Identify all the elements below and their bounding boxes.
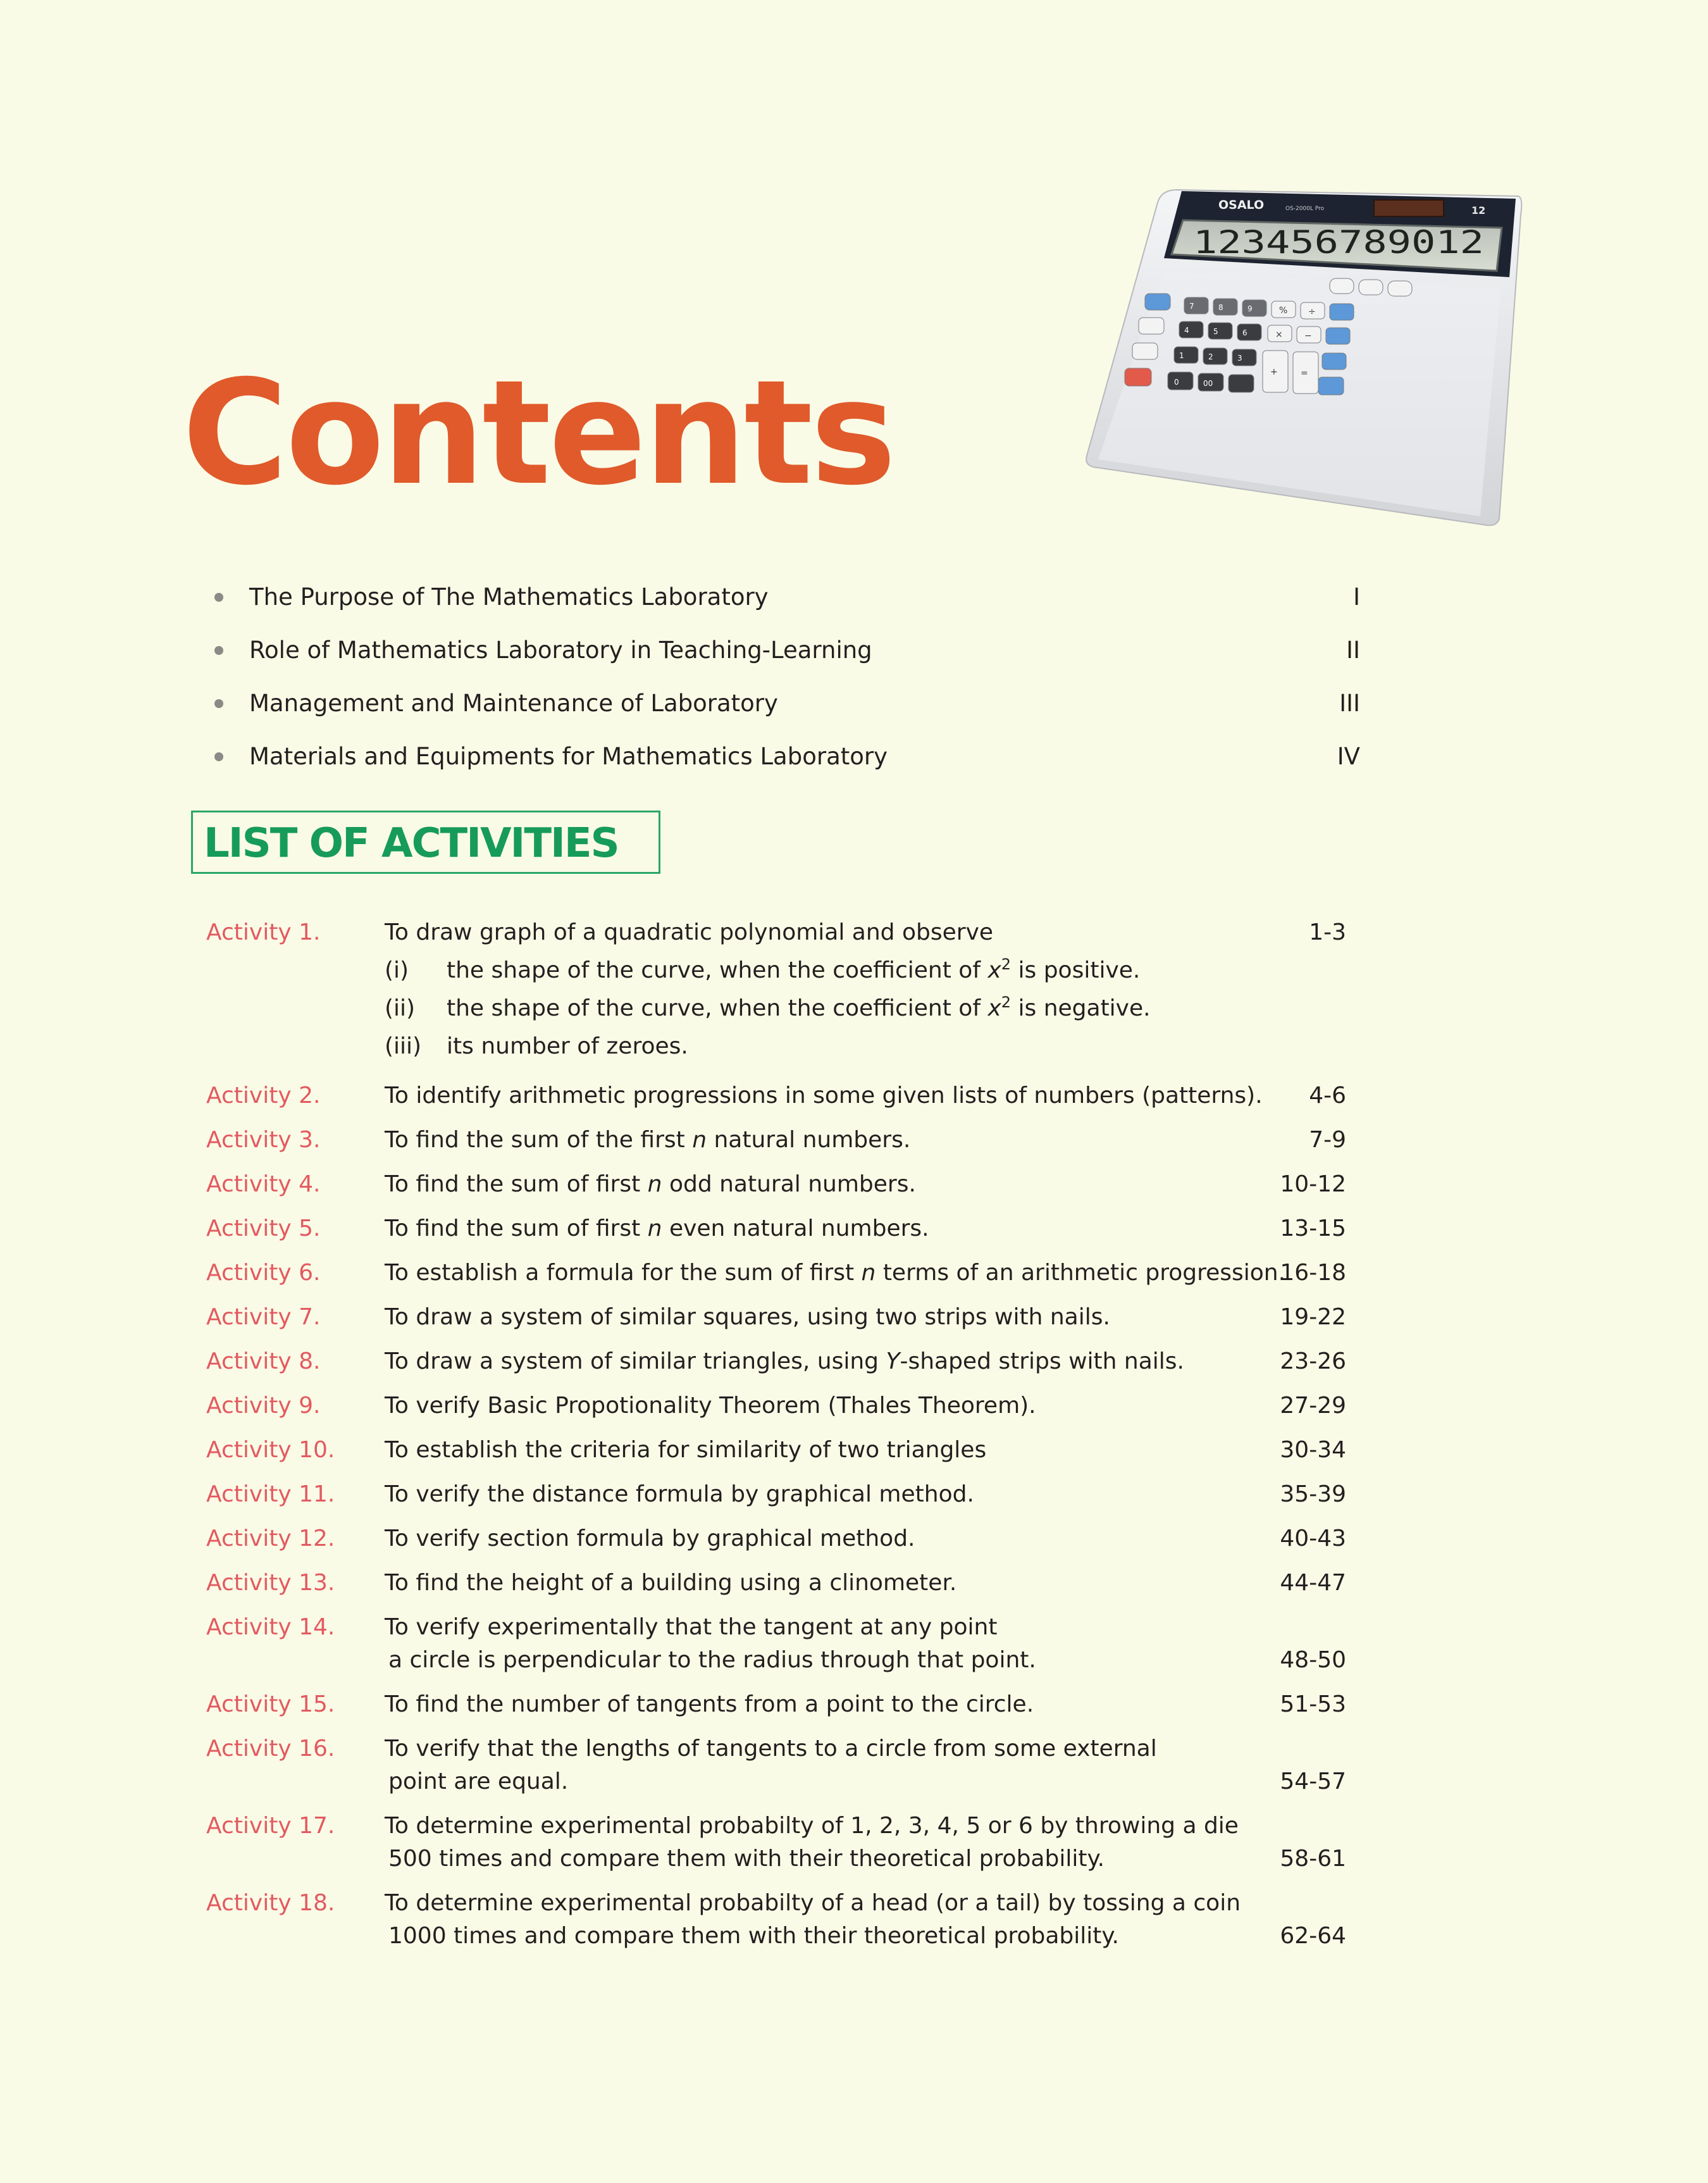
activity-subitem-number: (ii) — [385, 995, 416, 1021]
svg-text:1: 1 — [1179, 351, 1184, 360]
svg-text:7: 7 — [1189, 302, 1194, 311]
activity-pages: 58-61 — [1280, 1846, 1346, 1872]
activity-text: To find the height of a building using a clinometer. — [385, 1570, 957, 1596]
activity-text: To verify that the lengths of tangents to a circle from some external — [385, 1736, 1157, 1762]
activity-text: To draw graph of a quadratic polynomial and observe — [385, 919, 994, 945]
intro-item — [209, 677, 1360, 730]
svg-text:2: 2 — [1208, 352, 1213, 361]
activity-text: To draw a system of similar squares, using two strips with nails. — [385, 1304, 1110, 1330]
activity-pages: 44-47 — [1280, 1570, 1346, 1596]
calculator-model: OS-2000L Pro — [1285, 206, 1325, 212]
activity-text: To verify the distance formula by graphical method. — [385, 1481, 974, 1507]
activity-text: To identify arithmetic progressions in some given lists of numbers (patterns). — [385, 1083, 1263, 1109]
intro-item-text: The Purpose of The Mathematics Laboratory — [249, 583, 769, 611]
activity-pages: 16-18 — [1280, 1260, 1346, 1286]
section-header-box — [191, 811, 660, 874]
activity-label: Activity 14. — [206, 1614, 335, 1640]
activity-pages: 19-22 — [1280, 1304, 1346, 1330]
activity-text: 1000 times and compare them with their theoretical probability. — [388, 1923, 1119, 1949]
activity-pages: 48-50 — [1280, 1647, 1346, 1673]
svg-text:00: 00 — [1203, 379, 1213, 388]
intro-item-page: II — [1346, 637, 1360, 664]
activity-text: To determine experimental probabilty of a head (or a tail) by tossing a coin — [385, 1890, 1241, 1916]
bullet-icon — [214, 699, 223, 708]
activity-subitem-text: the shape of the curve, when the coefficient of $x^2$ is positive. — [447, 955, 1141, 983]
activity-label: Activity 17. — [206, 1813, 335, 1839]
activity-text: To determine experimental probabilty of 1, 2, 3, 4, 5 or 6 by throwing a die — [385, 1813, 1239, 1839]
activity-pages: 13-15 — [1280, 1216, 1346, 1241]
activity-pages: 4-6 — [1309, 1083, 1346, 1109]
activity-pages: 7-9 — [1309, 1127, 1346, 1153]
activity-pages: 10-12 — [1280, 1171, 1346, 1197]
svg-text:+: + — [1270, 367, 1278, 377]
svg-text:8: 8 — [1218, 303, 1223, 312]
svg-text:0: 0 — [1174, 378, 1179, 387]
activity-text: To draw a system of similar triangles, using Y-shaped strips with nails. — [385, 1348, 1184, 1374]
intro-item — [209, 730, 1360, 783]
intro-item-page: IV — [1337, 743, 1360, 770]
activity-label: Activity 8. — [206, 1348, 321, 1374]
activity-pages: 51-53 — [1280, 1691, 1346, 1717]
activity-pages: 27-29 — [1280, 1393, 1346, 1419]
activity-text: To find the number of tangents from a point to the circle. — [385, 1691, 1034, 1717]
svg-text:5: 5 — [1213, 327, 1218, 336]
activity-pages: 30-34 — [1280, 1437, 1346, 1463]
activity-subitem-number: (iii) — [385, 1033, 422, 1059]
svg-text:÷: ÷ — [1308, 307, 1316, 317]
activity-pages: 40-43 — [1280, 1526, 1346, 1552]
activity-text: To find the sum of first n even natural numbers. — [385, 1216, 929, 1241]
activity-label: Activity 13. — [206, 1570, 335, 1596]
activity-text: To verify section formula by graphical method. — [385, 1526, 915, 1552]
activity-label: Activity 7. — [206, 1304, 321, 1330]
activity-label: Activity 10. — [206, 1437, 335, 1463]
activity-pages: 62-64 — [1280, 1923, 1346, 1949]
activity-label: Activity 11. — [206, 1481, 335, 1507]
bullet-icon — [214, 646, 223, 655]
section-title: LIST OF ACTIVITIES — [204, 820, 619, 867]
svg-text:=: = — [1301, 368, 1308, 378]
page-title: Contents — [182, 349, 894, 517]
activity-label: Activity 18. — [206, 1890, 335, 1916]
activity-label: Activity 9. — [206, 1393, 321, 1419]
svg-text:4: 4 — [1184, 326, 1189, 335]
activity-text: To find the sum of first n odd natural numbers. — [385, 1171, 916, 1197]
calculator-brand: OSALO — [1218, 198, 1265, 212]
intro-list — [209, 571, 1360, 783]
intro-item-page: III — [1339, 690, 1360, 717]
svg-text:9: 9 — [1247, 304, 1253, 313]
activity-text: To verify Basic Propotionality Theorem (Thales Theorem). — [385, 1393, 1036, 1419]
intro-item-text: Management and Maintenance of Laboratory — [249, 690, 778, 717]
intro-item — [209, 571, 1360, 624]
activity-label: Activity 3. — [206, 1127, 321, 1153]
svg-text:6: 6 — [1242, 328, 1247, 337]
svg-text:%: % — [1279, 306, 1288, 316]
intro-item-page: I — [1353, 583, 1360, 611]
activity-text: To establish the criteria for similarity of two triangles — [385, 1437, 987, 1463]
bullet-icon — [214, 752, 223, 761]
activity-pages: 1-3 — [1309, 919, 1346, 945]
activity-subitem-text: the shape of the curve, when the coefficient of $x^2$ is negative. — [447, 993, 1151, 1021]
calculator-image — [1082, 177, 1525, 532]
intro-item-text: Role of Mathematics Laboratory in Teaching-Learning — [249, 637, 872, 664]
activity-pages: 23-26 — [1280, 1348, 1346, 1374]
activity-label: Activity 16. — [206, 1736, 335, 1762]
calculator-digits-badge: 12 — [1471, 204, 1486, 216]
activity-label: Activity 4. — [206, 1171, 321, 1197]
activity-text: 500 times and compare them with their theoretical probability. — [388, 1846, 1105, 1872]
activity-subitem-number: (i) — [385, 957, 409, 983]
activity-subitem-text: its number of zeroes. — [447, 1033, 688, 1059]
activity-label: Activity 12. — [206, 1526, 335, 1552]
activity-text: To find the sum of the first n natural numbers. — [385, 1127, 911, 1153]
svg-text:−: − — [1304, 331, 1312, 341]
activity-pages: 35-39 — [1280, 1481, 1346, 1507]
activity-pages: 54-57 — [1280, 1769, 1346, 1794]
activity-text: To verify experimentally that the tangent at any point — [385, 1614, 998, 1640]
activity-label: Activity 6. — [206, 1260, 321, 1286]
activity-text: point are equal. — [388, 1769, 569, 1794]
calculator-display: 123456789012 — [1193, 224, 1484, 261]
intro-item-text: Materials and Equipments for Mathematics Laboratory — [249, 743, 888, 770]
svg-text:3: 3 — [1237, 354, 1242, 363]
activity-text: To establish a formula for the sum of first n terms of an arithmetic progression. — [385, 1260, 1286, 1286]
bullet-icon — [214, 593, 223, 602]
activity-label: Activity 1. — [206, 919, 321, 945]
activity-label: Activity 2. — [206, 1083, 321, 1109]
activity-label: Activity 15. — [206, 1691, 335, 1717]
svg-text:×: × — [1275, 330, 1283, 340]
activity-text: a circle is perpendicular to the radius through that point. — [388, 1647, 1036, 1673]
activity-label: Activity 5. — [206, 1216, 321, 1241]
intro-item — [209, 624, 1360, 677]
